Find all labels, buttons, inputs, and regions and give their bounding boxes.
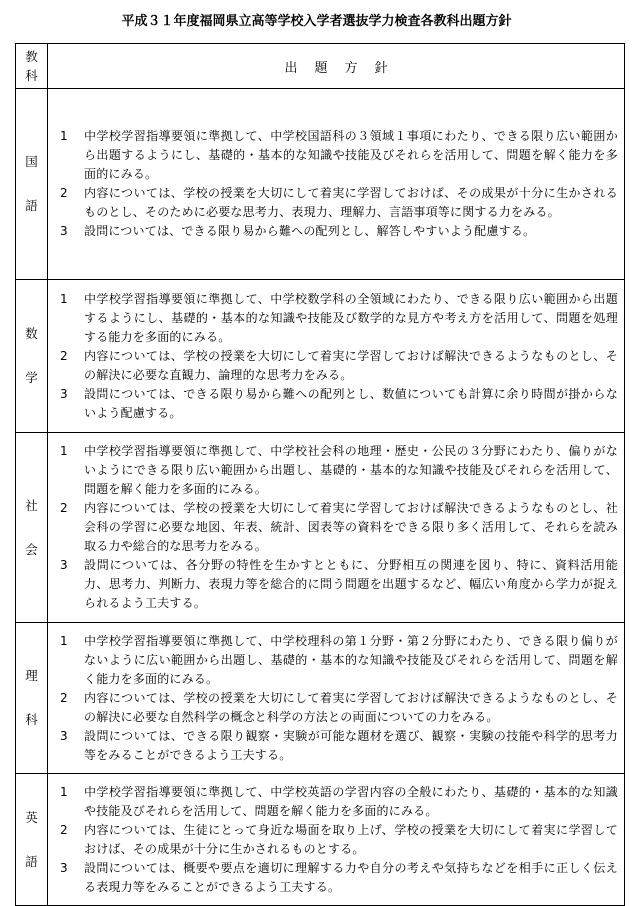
policy-cell: [48, 623, 625, 774]
policy-item: 1 中学校学習指導要領に準拠して、中学校英語の学習内容の全般にわたり、基礎的・基本的な知識や技能及びそれらを活用して、問題を解く能力を多面的にみる。: [60, 784, 618, 818]
subject-row-japanese: [16, 89, 625, 280]
subject-header-char: 科: [25, 68, 38, 83]
policy-item: 3 設問については、各分野の特性を生かすとともに、分野相互の関連を図り、特に、資料活用能力、思考力、判断力、表現力等を総合的に問う問題を出題するなど、幅広い角度から学力が捉えられるよう工夫する。: [60, 558, 618, 610]
policy-cell: [48, 433, 625, 623]
policy-item: 3 設問については、できる限り観察・実験が可能な題材を選び、観察・実験の技能や科学的思考力等をみることができるよう工夫する。: [60, 728, 618, 762]
subject-label: 理 科: [16, 623, 48, 774]
policy-item: 2 内容については、生徒にとって身近な場面を取り上げ、学校の授業を大切にして着実に学習しておけば、その成果が十分に生かされるものとする。: [60, 822, 618, 856]
table-header-row: [16, 44, 625, 89]
subject-label: 国 語: [16, 89, 48, 280]
subject-header-char: 教: [25, 49, 38, 64]
policy-item: 2 内容については、学校の授業を大切にして着実に学習しておけば解決できるようなものとし、その解決に必要な自然科学の概念と科学の方法との両面についての力をみる。: [60, 690, 618, 724]
policy-item: 2 内容については、学校の授業を大切にして着実に学習しておけば、その成果が十分に生かされるものとし、そのために必要な思考力、表現力、理解力、言語事項等に関する力をみる。: [60, 186, 618, 219]
policy-item: 2 内容については、学校の授業を大切にして着実に学習しておけば解決できるようなものとし、社会科の学習に必要な地図、年表、統計、図表等の資料をできる限り多く活用して、それらを読み取る力や総合的な思考力をみる。: [60, 501, 618, 553]
subject-label: 英 語: [16, 774, 48, 906]
policy-item: 2 内容については、学校の授業を大切にして着実に学習しておけば解決できるようなものとし、その解決に必要な直観力、論理的な思考力をみる。: [60, 348, 618, 382]
policy-item: 1 中学校学習指導要領に準拠して、中学校社会科の地理・歴史・公民の３分野にわたり、偏りがないようにできる限り広い範囲から出題し、基礎的・基本的な知識や技能及びそれらを活用して、問題を解く能力を多面的にみる。: [60, 444, 618, 496]
document-title: 平成３１年度福岡県立高等学校入学者選抜学力検査各教科出題方針: [121, 14, 512, 29]
policy-cell: [48, 280, 625, 433]
subject-label: 社 会: [16, 433, 48, 623]
subject-row-science: [16, 623, 625, 774]
policy-item: 3 設問については、できる限り易から難への配列とし、解答しやすいよう配慮する。: [60, 224, 536, 238]
policy-column-header: 出題方針: [48, 44, 625, 89]
policy-table: [15, 43, 625, 906]
policy-item: 1 中学校学習指導要領に準拠して、中学校数学科の全領域にわたり、できる限り広い範囲から出題するようにし、基礎的・基本的な知識や技能及び数学的な見方や考え方を活用して、問題を処理する能力を多面的にみる。: [60, 291, 618, 344]
policy-cell: [48, 89, 625, 280]
subject-row-english: [16, 774, 625, 906]
policy-item: 1 中学校学習指導要領に準拠して、中学校理科の第１分野・第２分野にわたり、できる限り偏りがないように広い範囲から出題し、基礎的・基本的な知識や技能及びそれらを活用して、問題を解く能力を多面的にみる。: [60, 633, 618, 686]
policy-item: 3 設問については、できる限り易から難への配列とし、数値についても計算に余り時間が掛からないよう配慮する。: [60, 386, 618, 420]
policy-cell: [48, 774, 625, 906]
policy-item: 1 中学校学習指導要領に準拠して、中学校国語科の３領域１事項にわたり、できる限り広い範囲から出題するようにし、基礎的・基本的な知識や技能及びそれらを活用して、問題を解く能力を多面的にみる。: [60, 129, 618, 181]
subject-row-math: [16, 280, 625, 433]
subject-label: 数 学: [16, 280, 48, 433]
subject-row-social-studies: [16, 433, 625, 623]
subject-column-header: [16, 44, 48, 89]
policy-item: 3 設問については、概要や要点を適切に理解する力や自分の考えや気持ちなどを相手に正しく伝える表現力等をみることができるよう工夫する。: [60, 860, 618, 894]
